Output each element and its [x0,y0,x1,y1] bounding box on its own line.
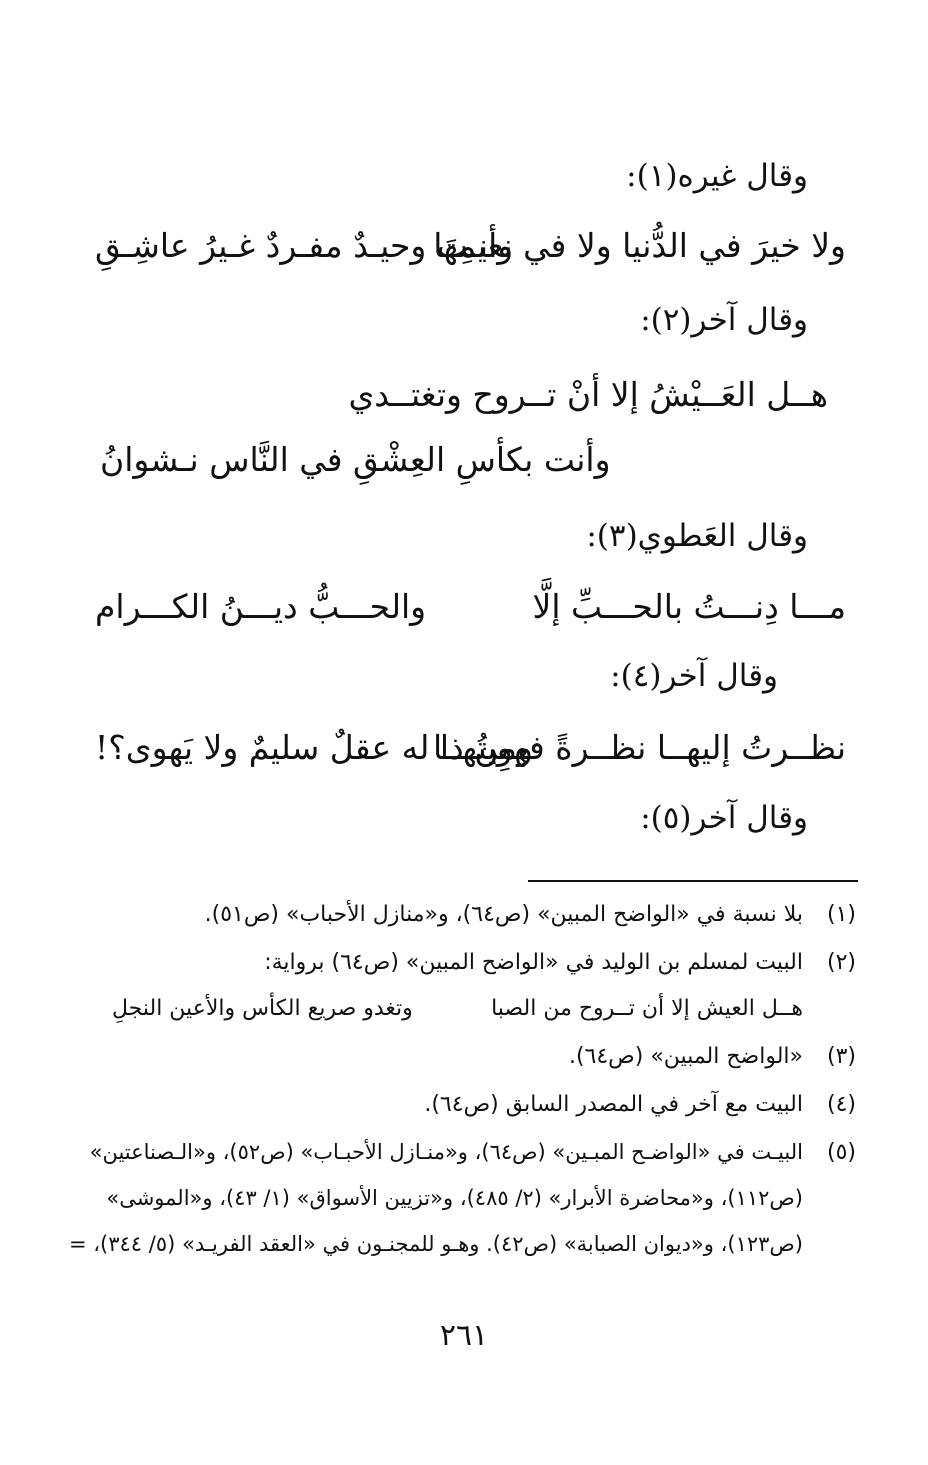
footnote-4-text: البيت مع آخر في المصدر السابق (ص٦٤). [424,1092,803,1117]
footnote-1-text: بلا نسبة في «الواضح المبين» (ص٦٤)، و«منازل الأحباب» (ص٥١). [204,902,803,927]
footnote-2-text: البيت لمسلم بن الوليد في «الواضح المبين» (ص٦٤) برواية: [264,950,803,975]
intro-line-4: وقال آخر(٤): [610,658,778,694]
page-number: ٢٦١ [439,1318,489,1353]
footnote-2-verse-first: هــل العيش إلا أن تــروح من الصبا [491,996,803,1021]
footnote-3-text: «الواضح المبين» (ص٦٤). [568,1044,803,1069]
intro-line-1: وقال غيره(١): [626,158,808,194]
footnote-5-number: (٥) [826,1140,856,1165]
verse-3-first-hemistich: مـــا دِنـــتُ بالحـــبِّ إلَّا [532,587,846,626]
verse-4-second-hemistich: ومن ذا له عقلٌ سليمٌ ولا يَهوى؟! [95,728,533,767]
intro-line-3: وقال العَطوي(٣): [586,518,808,554]
footnote-2-number: (٢) [826,950,856,975]
verse-3-second-hemistich: والحـــبُّ ديـــنُ الكـــرام [95,587,427,626]
footnote-3-number: (٣) [826,1044,856,1069]
verse-1-first-hemistich: ولا خيرَ في الدُّنيا ولا في نعيمِها [433,226,846,265]
footnote-5-line-3: (ص١٢٣)، و«ديوان الصبابة» (ص٤٢). وهـو للمجنـون في «العقد الفريـد» (٥/ ٣٤٤)، = [69,1232,803,1256]
verse-1-second-hemistich: وأنـتَ وحيـدٌ مفـردٌ غـيرُ عاشِـقِ [95,226,514,265]
footnote-separator [528,880,858,882]
verse-4-first-hemistich: نظــرتُ إليهــا نظــرةً فهوِيتُهــا [433,728,846,767]
intro-line-5: وقال آخر(٥): [640,800,808,836]
verse-2-first-line: هــل العَــيْشُ إلا أنْ تــروح وتغتــدي [348,375,828,414]
footnote-1-number: (١) [826,902,856,927]
verse-2-second-line: وأنت بكأسِ العِشْقِ في النَّاس نـشوانُ [100,440,611,479]
intro-line-2: وقال آخر(٢): [640,302,808,338]
footnote-4-number: (٤) [826,1092,856,1117]
footnote-2-verse-second: وتغدو صريع الكأس والأعين النجلِ [112,996,413,1021]
footnote-5-line-2: (ص١١٢)، و«محاضرة الأبرار» (٢/ ٤٨٥)، و«تزيين الأسواق» (١/ ٤٣)، و«الموشى» [106,1186,803,1210]
footnote-5-line-1: البيـت في «الواضـح المبـين» (ص٦٤)، و«منـازل الأحبـاب» (ص٥٢)، و«الـصناعتين» [89,1140,803,1164]
